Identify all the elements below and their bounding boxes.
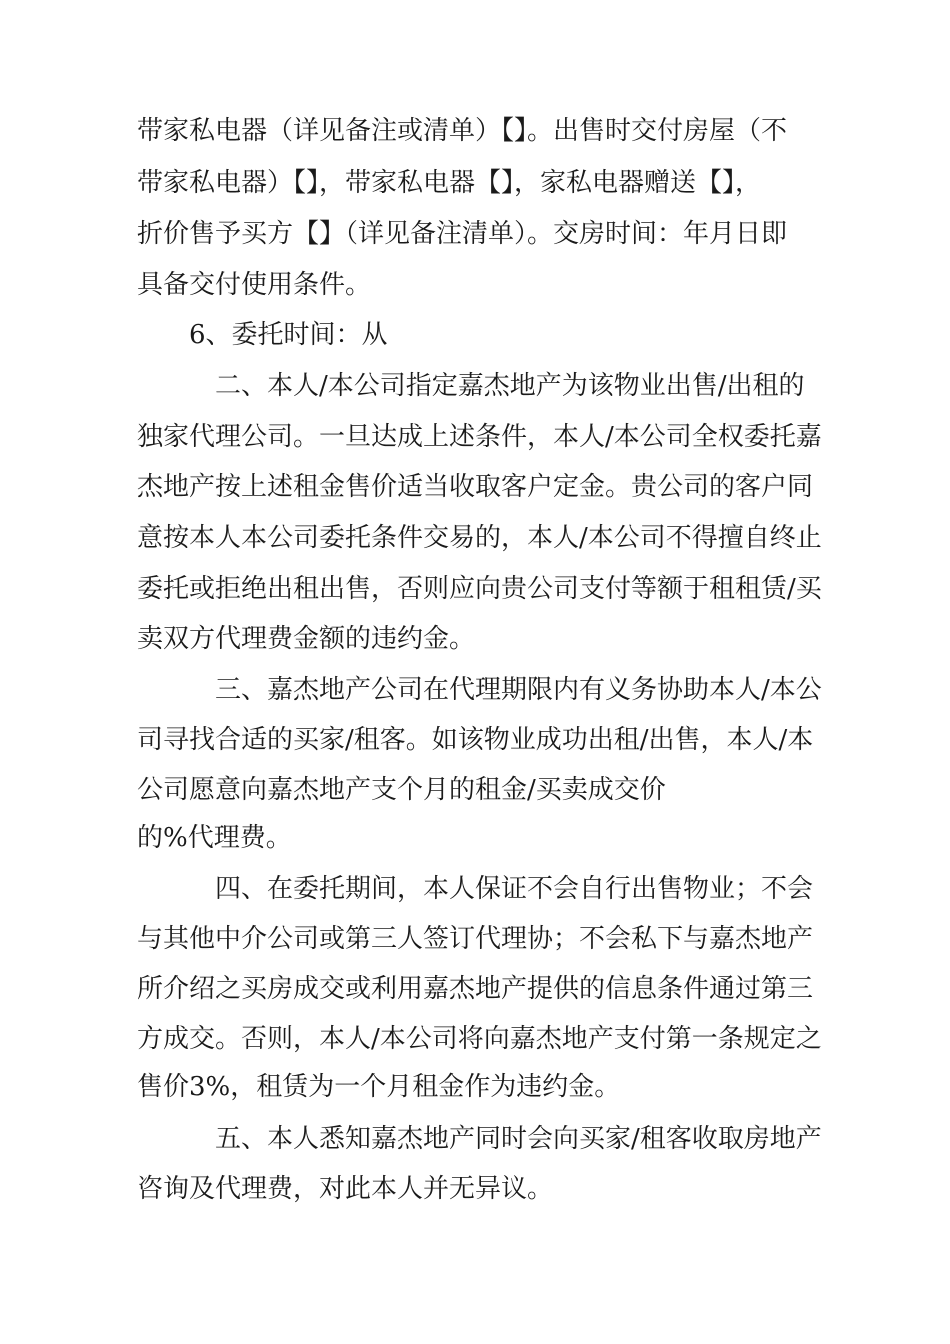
text-line: 司寻找合适的买家/租客。如该物业成功出租/出售，本人/本 [137,725,814,755]
text-line: 折价售予买方【】（详见备注清单）。交房时间：年月日即 [137,219,788,249]
text-line: 所介绍之买房成交或利用嘉杰地产提供的信息条件通过第三 [137,974,814,1004]
text-line: 三、嘉杰地产公司在代理期限内有义务协助本人/本公 [215,675,822,705]
text-line: 五、本人悉知嘉杰地产同时会向买家/租客收取房地产 [215,1124,822,1154]
text-line: 卖双方代理费金额的违约金。 [137,624,476,654]
text-line: 委托或拒绝出租出售，否则应向贵公司支付等额于租租赁/买 [137,574,822,604]
text-line: 杰地产按上述租金售价适当收取客户定金。贵公司的客户同 [137,472,814,502]
text-line: 带家私电器）【】，带家私电器【】，家私电器赠送【】， [137,168,762,198]
text-line: 6、委托时间：从 [189,320,388,350]
text-line: 具备交付使用条件。 [137,270,372,300]
text-line: 方成交。否则，本人/本公司将向嘉杰地产支付第一条规定之 [137,1024,822,1054]
text-line: 的%代理费。 [137,823,292,853]
text-line: 二、本人/本公司指定嘉杰地产为该物业出售/出租的 [215,371,805,401]
text-line: 独家代理公司。一旦达成上述条件，本人/本公司全权委托嘉 [137,422,822,452]
text-line: 带家私电器（详见备注或清单）【】。出售时交付房屋（不 [137,116,788,146]
text-line: 与其他中介公司或第三人签订代理协；不会私下与嘉杰地产 [137,924,814,954]
text-line: 咨询及代理费，对此本人并无异议。 [137,1174,554,1204]
text-line: 意按本人本公司委托条件交易的，本人/本公司不得擅自终止 [137,523,822,553]
text-line: 公司愿意向嘉杰地产支个月的租金/买卖成交价 [137,775,666,805]
text-line: 四、在委托期间，本人保证不会自行出售物业；不会 [215,874,814,904]
text-line: 售价3%，租赁为一个月租金作为违约金。 [137,1072,621,1102]
